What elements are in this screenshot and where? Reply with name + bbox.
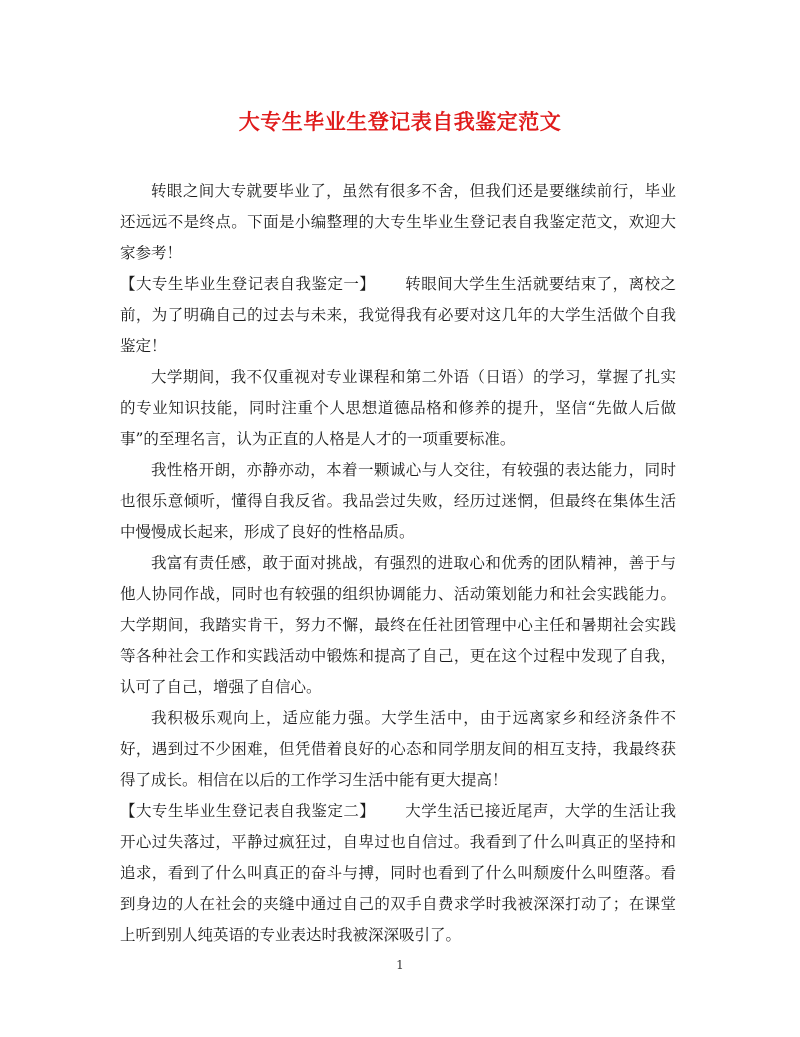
document-title: 大专生毕业生登记表自我鉴定范文 (238, 109, 562, 134)
section-1-paragraph-study: 大学期间，我不仅重视对专业课程和第二外语（日语）的学习，掌握了扎实的专业知识技能，同时注重个人思想道德品格和修养的提升，坚信“先做人后做事”的至理名言，认为正直的人格是人才的一项重要标准。 (120, 368, 676, 448)
section-1-paragraph-character: 我性格开朗，亦静亦动，本着一颗诚心与人交往，有较强的表达能力，同时也很乐意倾听，懂得自我反省。我品尝过失败，经历过迷惘，但最终在集体生活中慢慢成长起来，形成了良好的性格品质。 (120, 461, 676, 541)
section-1-heading: 【大专生毕业生登记表自我鉴定一】 (120, 275, 376, 293)
section-2-lead-paragraph (120, 796, 676, 951)
section-1-paragraph-optimism: 我积极乐观向上，适应能力强。大学生活中，由于远离家乡和经济条件不好，遇到过不少困难，但凭借着良好的心态和同学朋友间的相互支持，我最终获得了成长。相信在以后的工作学习生活中能有更大提高！ (120, 709, 676, 789)
intro-paragraph: 转眼之间大专就要毕业了，虽然有很多不舍，但我们还是要继续前行，毕业还远远不是终点。下面是小编整理的大专生毕业生登记表自我鉴定范文，欢迎大家参考！ (120, 182, 676, 262)
section-1-lead-paragraph (120, 269, 676, 362)
page-number: 1 (396, 958, 404, 972)
section-2-heading: 【大专生毕业生登记表自我鉴定二】 (120, 802, 376, 820)
section-2-lead-text: 大学生活已接近尾声，大学的生活让我开心过失落过，平静过疯狂过，自卑过也自信过。我看到了什么叫真正的坚持和追求，看到了什么叫真正的奋斗与搏，同时也看到了什么叫颓废什么叫堕落。看到身边的人在社会的夹缝中通过自己的双手自费求学时我被深深打动了；在课堂上听到别人纯英语的专业表达时我被深深吸引了。 (120, 802, 676, 944)
section-1-paragraph-responsibility: 我富有责任感，敢于面对挑战，有强烈的进取心和优秀的团队精神，善于与他人协同作战，同时也有较强的组织协调能力、活动策划能力和社会实践能力。大学期间，我踏实肯干，努力不懈，最终在任社团管理中心主任和暑期社会实践等各种社会工作和实践活动中锻炼和提高了自己，更在这个过程中发现了自我，认可了自己，增强了自信心。 (120, 554, 676, 696)
document-body (120, 176, 676, 951)
section-1-lead-text: 转眼间大学生生活就要结束了，离校之前，为了明确自己的过去与未来，我觉得我有必要对这几年的大学生活做个自我鉴定！ (120, 275, 676, 355)
